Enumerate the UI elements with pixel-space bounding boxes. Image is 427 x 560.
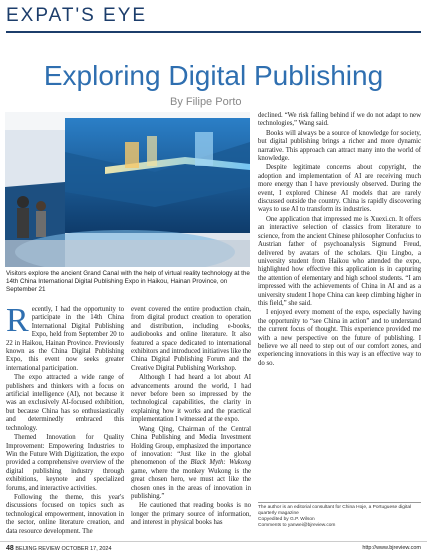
- footer-rule: [0, 541, 427, 542]
- paragraph: The expo attracted a wide range of publishers and thinkers with a focus on artificial intelligence (AI), not because it was an exclusively AI-focused exhibition, but because China has so enthusiastically and determinedly embraced this technology.: [6, 374, 124, 432]
- section-title: EXPAT'S EYE: [6, 5, 148, 26]
- copyeditor: Copyedited by G.P. Wilson: [258, 517, 315, 522]
- paragraph: Following the theme, this year's discussions focused on topics such as technological empowerment, innovation in the sector, online literature creation, and data resource development. The: [6, 493, 124, 535]
- article-headline: Exploring Digital Publishing: [43, 60, 384, 91]
- paragraph: event covered the entire production chain, from digital product creation to operation and distribution, including e-books, audiobooks and online literature. It also featured a space dedicated to international exhibitors and introduced initiatives like the China Digital Publishing Forum and the Creative Digital Publishing Workshop.: [131, 306, 251, 372]
- paragraph: Despite legitimate concerns about copyright, the adoption and implementation of AI are receiving much more energy than I have previously observed. During the event, I explored Chinese AI models that are rarely discussed outside the country. China is rapidly discovering ways to use AI to transform its industries.: [258, 164, 421, 214]
- author-bio: The author is an editorial consultant for China Hoje, a Portuguese digital quarterly magazine: [258, 505, 412, 516]
- paragraph: He cautioned that reading books is no longer the primary source of information, and interest in physical books has: [131, 502, 251, 527]
- drop-cap: R: [6, 302, 29, 339]
- paragraph: I enjoyed every moment of the expo, especially having the opportunity to “see China in action” and to understand the current focus of thought. This experience provided me with a new perspective on the future of publishing. I believe we all need to step out of our comfort zones, and experiencing innovations in this way is an effective way to do so.: [258, 309, 421, 367]
- article-column-3: [258, 112, 421, 369]
- page-footer-left: [6, 545, 112, 552]
- paragraph: declined. “We risk falling behind if we do not adapt to new technologies,” Wang said.: [258, 112, 421, 128]
- magazine-date: BEIJING REVIEW OCTOBER 17, 2024: [15, 546, 112, 552]
- paragraph: Although I had heard a lot about AI advancements around the world, I had never before been so impressed by the technological capabilities, the clarity in explaining how it works and the practical implementation I witnessed at the expo.: [131, 374, 251, 424]
- section-rule: [6, 31, 421, 33]
- paragraph-text: game, where the monkey Wukong is the great chosen hero, we must act like the chosen ones in the areas of innovation in publishing.”: [131, 467, 251, 500]
- expo-photo: [5, 112, 250, 267]
- author-note-rule: [258, 502, 421, 503]
- paragraph: One application that impressed me is Xuexi.cn. It offers an interactive selection of classics from literature to science, from the ancient Chinese philosopher Confucius to Austrian father of psychoanalysis Sigmund Freud, delivered by avatars of the scholars. Qiu Lingbo, a university student from Haikou who attended the expo, highlighted how effective this application is in capturing the attention of elementary and high school students. “I am impressed with the achievements of China in AI and as a university student I hope China can keep climbing higher in this field,” she said.: [258, 215, 421, 307]
- byline: By Filipe Porto: [170, 96, 242, 108]
- author-note: [258, 505, 421, 529]
- vr-canal-illustration: [5, 112, 250, 267]
- article-column-1: [6, 302, 124, 537]
- website-link[interactable]: http://www.bjreview.com: [362, 545, 421, 551]
- paragraph: Themed Innovation for Quality Improvement: Empowering Industries to Win the Future With Digitization, the expo provided a comprehensive overview of the digital publishing industry through exhibitions, keynote and specialized forums, and interactive activities.: [6, 434, 124, 492]
- paragraph: Books will always be a source of knowledge for society, but digital publishing brings a richer and more dynamic narrative. This approach can attract many into the world of knowledge.: [258, 129, 421, 163]
- paragraph-text: Wang Qing, Chairman of the Central China Publishing and Media Investment Holding Group, emphasized the importance of innovation: “Just like in the global phenomenon of the: [131, 425, 251, 467]
- comments-contact: Comments to yanwei@bjreview.com: [258, 523, 336, 528]
- paragraph: [6, 302, 124, 373]
- article-column-2: [131, 306, 251, 529]
- paragraph: [131, 426, 251, 502]
- paragraph-text: ecently, I had the opportunity to participate in the 14th China International Digital Publishing Expo, held from September 20 to 22 in Haikou, Hainan Province. Previously known as the China Digital Publishing Expo, this event now seeks greater international participation.: [6, 306, 124, 372]
- page-number: 48: [6, 545, 14, 552]
- photo-caption: Visitors explore the ancient Grand Canal with the help of virtual reality technology at the 14th China International Digital Publishing Expo in Haikou, Hainan Province, on September 21: [6, 270, 250, 293]
- game-title: Black Myth: Wukong: [190, 459, 251, 467]
